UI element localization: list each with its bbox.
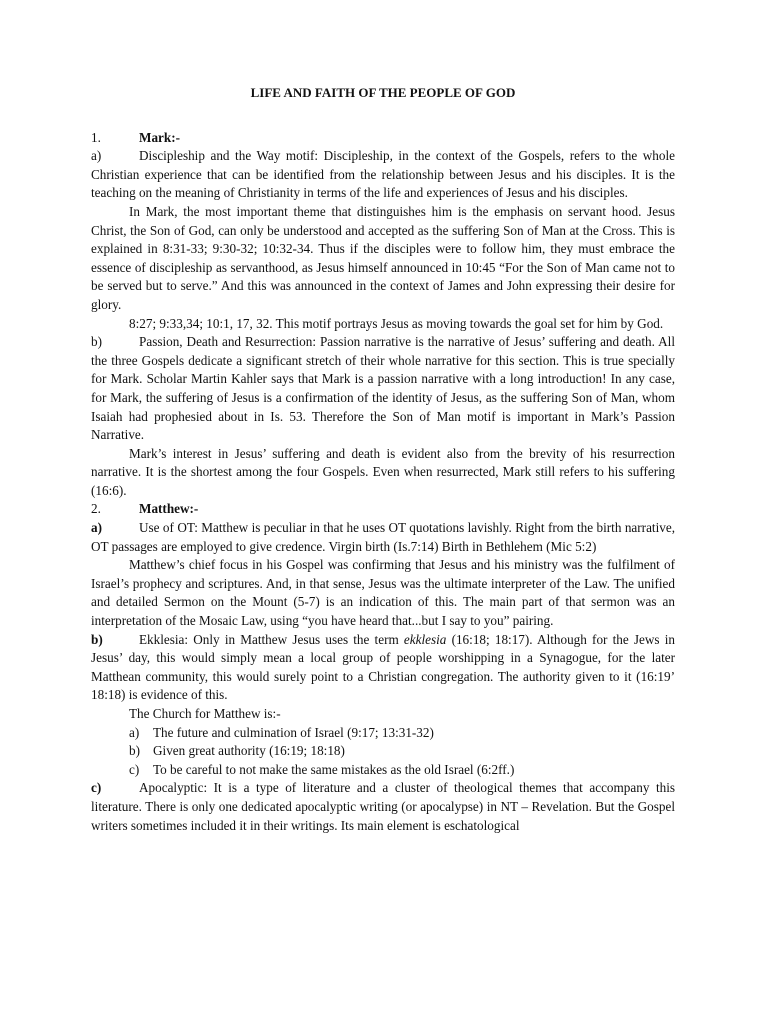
church-intro: The Church for Matthew is:- xyxy=(129,706,281,721)
item-label: b) xyxy=(91,334,102,350)
document-page xyxy=(91,84,675,835)
paragraph-motif: 8:27; 9:33,34; 10:1, 17, 32. This motif portrays Jesus as moving towards the goal set for him by God. xyxy=(129,315,664,331)
item-label: a) xyxy=(91,520,102,536)
item-text: Ekklesia: Only in Matthew Jesus uses the term xyxy=(139,631,404,647)
list-label: c) xyxy=(129,761,140,777)
item-text: Use of OT: Matthew is peculiar in that he uses OT quotations lavishly. Right from the birth narrative, OT passages are employed to give credence. Virgin birth (Is.7:14) Birth in Bethlehem (Mic 5:2) xyxy=(91,520,675,554)
section-title: Matthew:- xyxy=(139,501,199,517)
paragraph-ekklesia xyxy=(91,631,675,705)
list-text: To be careful to not make the same mistakes as the old Israel (6:2ff.) xyxy=(153,761,515,777)
paragraph-resurrection: Mark’s interest in Jesus’ suffering and death is evident also from the brevity of his resurrection narrative. It is the shortest among the four Gospels. Even when resurrected, Mark still refers to his suffering (16:6). xyxy=(91,445,675,498)
item-label: c) xyxy=(91,780,102,796)
item-label: a) xyxy=(91,148,102,164)
term-ekklesia: ekklesia xyxy=(403,631,447,647)
list-label: a) xyxy=(129,724,140,740)
document-title: LIFE AND FAITH OF THE PEOPLE OF GOD xyxy=(250,85,516,100)
section-title: Mark:- xyxy=(139,129,181,145)
paragraph-passion xyxy=(91,333,675,445)
list-item xyxy=(129,742,675,761)
item-text: Discipleship and the Way motif: Discipleship, in the context of the Gospels, refers to the whole Christian experience that can be identified from the relationship between Jesus and his disciples. It is the teaching on the meaning of Christianity in terms of the life and experiences of Jesus and his disciples. xyxy=(91,148,675,201)
section-heading-matthew xyxy=(91,500,675,519)
section-number: 2. xyxy=(91,501,101,517)
item-text-continued: (16:18; 18:17). Although for the Jews in Jesus’ day, this would simply mean a local group of people worshipping in a Synagogue, for the later Matthean community, this would surely point to a Christian congregation. The authority given to it (16:19’ 18:18) is evidence of this. xyxy=(91,631,675,703)
item-text: Apocalyptic: It is a type of literature and a cluster of theological themes that accompany this literature. There is only one dedicated apocalyptic writing (or apocalypse) in NT – Revelation. But the Gospel writers sometimes included it in their writings. Its main element is eschatological xyxy=(91,780,675,833)
item-label: b) xyxy=(91,631,103,647)
paragraph-discipleship xyxy=(91,147,675,203)
paragraph-use-of-ot xyxy=(91,519,675,556)
paragraph-fulfilment: Matthew’s chief focus in his Gospel was confirming that Jesus and his ministry was the fulfilment of Israel’s prophecy and scriptures. And, in that sense, Jesus was the ultimate interpreter of the Law. The unified and detailed Sermon on the Mount (5-7) is an indication of this. The main part of that sermon was an interpretation of the Mosaic Law, using “you have heard that...but I say to you” pairing. xyxy=(91,557,675,629)
item-text: Passion, Death and Resurrection: Passion narrative is the narrative of Jesus’ suffering and death. All the three Gospels dedicate a significant stretch of their whole narrative for this section. This is true specially for Mark. Scholar Martin Kahler says that Mark is a passion narrative with a long introduction! In any case, for Mark, the suffering of Jesus is a confirmation of the identity of Jesus, as the suffering Son of Man, whom Isaiah had prophesied about in Is. 53. Therefore the Son of Man motif is important in Mark’s Passion Narrative. xyxy=(91,334,675,443)
list-text: The future and culmination of Israel (9:17; 13:31-32) xyxy=(153,724,434,740)
list-label: b) xyxy=(129,743,140,759)
list-item xyxy=(129,761,675,780)
list-text: Given great authority (16:19; 18:18) xyxy=(153,743,345,759)
section-number: 1. xyxy=(91,129,101,145)
church-list xyxy=(91,724,675,780)
paragraph-servanthood: In Mark, the most important theme that distinguishes him is the emphasis on servant hood. Jesus Christ, the Son of God, can only be understood and accepted as the suffering Son of Man at the Cross. This is explained in 8:31-33; 9:30-32; 10:32-34. Thus if the disciples were to follow him, they must embrace the essence of discipleship as servanthood, as Jesus himself announced in 10:45 “For the Son of Man came not to be served but to serve.” And this was announced in the context of James and John expressing their desire for glory. xyxy=(91,203,675,312)
section-heading-mark xyxy=(91,129,675,148)
paragraph-apocalyptic xyxy=(91,779,675,835)
list-item xyxy=(129,724,675,743)
